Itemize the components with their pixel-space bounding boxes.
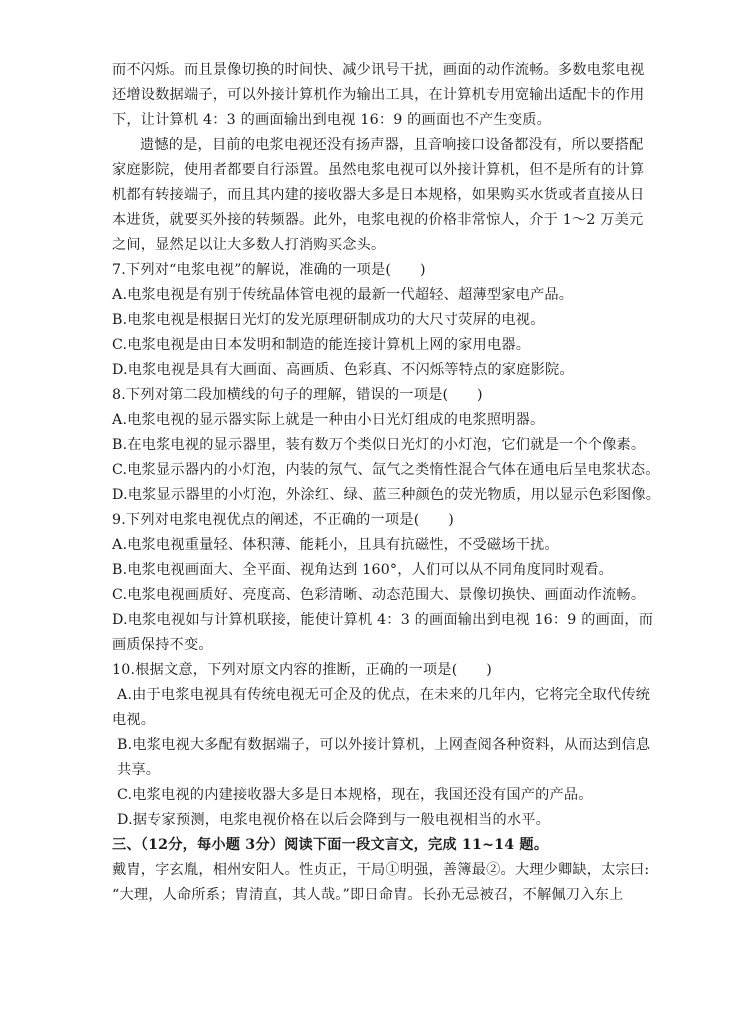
option-d: D.电浆电视是具有大画面、高画质、色彩真、不闪烁等特点的家庭影院。: [112, 362, 574, 378]
option-b: B.电浆电视是根据日光灯的发光原理研制成功的大尺寸荧屏的电视。: [112, 312, 545, 328]
option-d: D.电浆电视如与计算机联接，能使计算机 4：3 的画面输出到电视 16：9 的画面，而: [112, 612, 654, 628]
option-c: C.电浆显示器内的小灯泡，内装的氖气、氙气之类惰性混合气体在通电后呈电浆状态。: [112, 462, 660, 478]
question-stem: 10.根据文意，下列对原文内容的推断，正确的一项是( ): [112, 662, 492, 678]
option-a-continued: 电视。: [112, 712, 156, 728]
option-b: B.电浆电视大多配有数据端子，可以外接计算机，上网查阅各种资料，从而达到信息: [117, 737, 651, 753]
passage-line: 家庭影院，使用者都要自行添置。虽然电浆电视可以外接计算机，但不是所有的计算: [112, 162, 645, 178]
passage-line: 还增设数据端子，可以外接计算机作为输出工具，在计算机专用宽输出适配卡的作用: [112, 87, 645, 103]
option-b: B.在电浆电视的显示器里，装有数万个类似日光灯的小灯泡，它们就是一个个像素。: [112, 437, 646, 453]
passage-line: 之间，显然足以让大多数人打消购买念头。: [112, 237, 386, 253]
section-heading: 三、（12分，每小题 3分）阅读下面一段文言文，完成 11~14 题。: [112, 837, 549, 853]
option-a: A.电浆电视是有别于传统晶体管电视的最新一代超轻、超薄型家电产品。: [112, 287, 574, 303]
option-d: D.据专家预测，电浆电视价格在以后会降到与一般电视相当的水平。: [117, 812, 551, 828]
classical-text-line: 戴胄，字玄胤，相州安阳人。性贞正，干局①明强，善簿最②。大理少卿缺，太宗曰:: [112, 862, 650, 878]
option-c: C.电浆电视是由日本发明和制造的能连接计算机上网的家用电器。: [112, 337, 531, 353]
passage-line: 遗憾的是，目前的电浆电视还没有扬声器，且音响接口设备都没有，所以要搭配: [140, 137, 644, 153]
passage-line: 本进货，就要买外接的转频器。此外，电浆电视的价格非常惊人，介于 1～2 万美元: [112, 212, 644, 228]
option-a: A.电浆电视的显示器实际上就是一种由小日光灯组成的电浆照明器。: [112, 412, 545, 428]
option-d: D.电浆显示器里的小灯泡，外涂红、绿、蓝三种颜色的荧光物质，用以显示色彩图像。: [112, 487, 661, 503]
passage-line: 而不闪烁。而且景像切换的时间快、减少讯号干扰，画面的动作流畅。多数电浆电视: [112, 62, 645, 78]
option-b-continued: 共享。: [117, 762, 161, 778]
passage-line: 下，让计算机 4：3 的画面输出到电视 16：9 的画面也不产生变质。: [112, 112, 552, 128]
option-b: B.电浆电视画面大、全平面、视角达到 160°，人们可以从不同角度同时观看。: [112, 562, 614, 578]
option-a: A.由于电浆电视具有传统电视无可企及的优点，在未来的几年内，它将完全取代传统: [117, 687, 651, 703]
option-d-continued: 画质保持不变。: [112, 637, 213, 653]
passage-line: 机都有转接端子，而且其内建的接收器大多是日本规格，如果购买水货或者直接从日: [112, 187, 645, 203]
question-stem: 9.下列对电浆电视优点的阐述，不正确的一项是( ): [112, 512, 454, 528]
classical-text-line: “大理，人命所系；胄清直，其人哉。”即日命胄。长孙无忌被召，不解佩刀入东上: [112, 887, 624, 903]
option-c: C.电浆电视画质好、亮度高、色彩清晰、动态范围大、景像切换快、画面动作流畅。: [112, 587, 646, 603]
option-c: C.电浆电视的内建接收器大多是日本规格，现在，我国还没有国产的产品。: [117, 787, 593, 803]
option-a: A.电浆电视重量轻、体积薄、能耗小，且具有抗磁性，不受磁场干扰。: [112, 537, 559, 553]
question-stem: 8.下列对第二段加横线的句子的理解，错误的一项是( ): [112, 387, 483, 403]
question-stem: 7.下列对“电浆电视”的解说，准确的一项是( ): [112, 262, 426, 278]
